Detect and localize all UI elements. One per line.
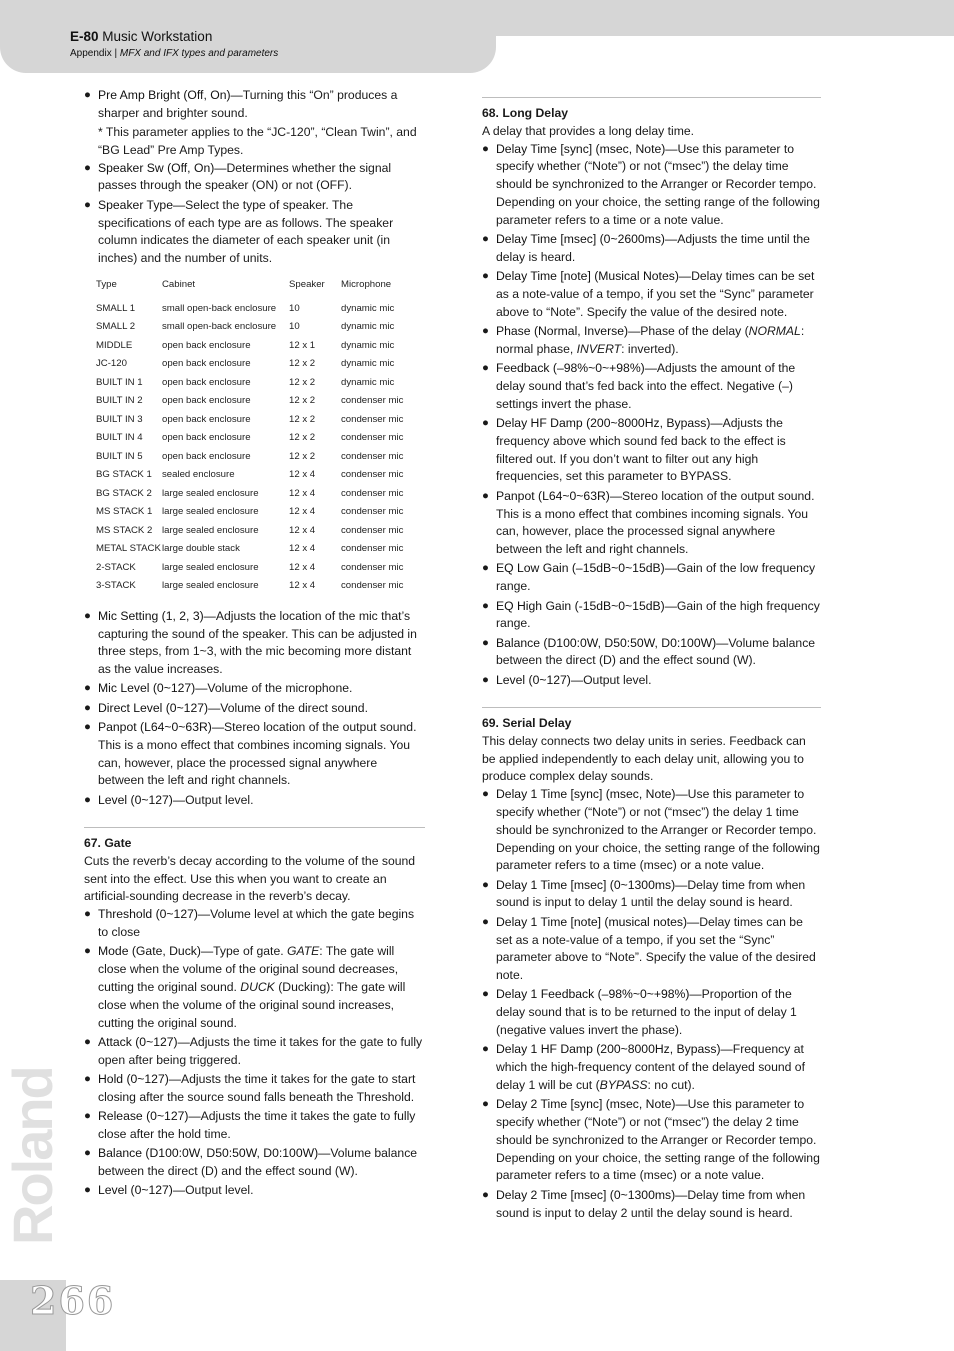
section-desc-long-delay: A delay that provides a long delay time. [482, 123, 695, 138]
section-name: Appendix [70, 48, 112, 59]
table-row [96, 448, 421, 467]
table-cell: SMALL 1 [96, 302, 136, 314]
table-cell: 12 x 2 [289, 432, 316, 444]
param-phase [482, 323, 820, 359]
param-note: * This parameter applies to the “JC-120”, “Clean Twin”, and “BG Lead” Pre Amp Types. [98, 125, 417, 157]
table-cell: JC-120 [96, 358, 127, 370]
table-cell: BG STACK 2 [96, 487, 152, 499]
param-speaker-type [84, 197, 424, 268]
table-row [96, 318, 421, 337]
param-name: Hold (0~127)— [98, 1071, 181, 1086]
param-desc: Delay times can be set as a note-value of a tempo, if you set the “Sync” parameter above to “Note”. Specify the value of the desired note. [496, 914, 816, 983]
table-cell: open back enclosure [162, 450, 251, 462]
section-divider [482, 707, 821, 708]
param-value: NORMAL [748, 324, 801, 339]
param-desc: Adjusts the amount of the delay sound that’s fed back into the effect. Negative (–) settings invert the phase. [496, 361, 796, 411]
table-cell: 12 x 4 [289, 487, 316, 499]
param-desc: Gain of the low frequency range. [496, 561, 816, 594]
param-name: Mic Setting (1, 2, 3)— [98, 608, 216, 623]
param-name: Balance (D100:0W, D50:50W, D0:100W)— [496, 635, 729, 650]
param-name: Level (0~127)— [98, 792, 186, 807]
table-cell: open back enclosure [162, 376, 251, 388]
param-desc: Use this parameter to specify whether (“Note”) or not (“msec”) the delay time should be synchronized to the Arranger or Recorder tempo. Depending on your choice, the setting range of the following parameter refers to a time or a note value. [496, 141, 820, 227]
param-name: Delay Time [sync] (msec, Note)— [496, 141, 678, 156]
table-cell: condenser mic [341, 580, 404, 592]
param-desc: Stereo location of the output sound. This is a mono effect that combines incoming signals. You can, however, place the processed signal anywhere between the left and right channels. [496, 488, 815, 557]
param-desc: : The gate will close when the volume of the original sound decreases, cutting the original sound. [98, 944, 399, 994]
table-row [96, 355, 421, 374]
table-cell: large sealed enclosure [162, 580, 259, 592]
section-title-serial-delay: 69. Serial Delay [482, 716, 572, 730]
param-name: Mic Level (0~127)— [98, 681, 208, 696]
param-name: Delay 1 Time [sync] (msec, Note)— [496, 787, 688, 802]
param-name: Attack (0~127)— [98, 1034, 190, 1049]
table-cell: BUILT IN 1 [96, 376, 143, 388]
param-name: Phase (Normal, Inverse)— [496, 324, 641, 339]
param-desc: Delay time from when sound is input to delay 1 until the delay sound is heard. [496, 877, 806, 910]
table-cell: 12 x 2 [289, 450, 316, 462]
param-level [482, 672, 820, 690]
param-panpot [84, 719, 424, 790]
table-cell: 10 [289, 302, 300, 314]
table-cell: 12 x 4 [289, 543, 316, 555]
table-row [96, 374, 421, 393]
table-row [96, 337, 421, 356]
table-cell: condenser mic [341, 450, 404, 462]
param-delay-time-sync [482, 141, 820, 230]
param-desc: Adjusts the time it takes the gate to fully close after the hold time. [98, 1108, 416, 1141]
table-cell: 10 [289, 321, 300, 333]
param-name: Delay HF Damp (200~8000Hz, Bypass)— [496, 416, 723, 431]
param-desc: Volume balance between the direct (D) and the effect sound (W). [496, 635, 816, 668]
table-row [96, 411, 421, 430]
table-cell: BUILT IN 3 [96, 413, 143, 425]
param-name: Feedback (–98%~0~+98%)— [496, 361, 657, 376]
param-delay-time-msec [482, 231, 820, 267]
param-delay1-hf-damp [482, 1041, 820, 1094]
roland-logo: Roland [1, 1067, 64, 1245]
table-cell: 12 x 4 [289, 524, 316, 536]
param-name: EQ High Gain (-15dB~0~15dB)— [496, 598, 677, 613]
param-name: Delay 2 Time [sync] (msec, Note)— [496, 1097, 688, 1112]
table-cell: large double stack [162, 543, 240, 555]
param-desc: Adjusts the time it takes for the gate to start closing after the source sound falls beneath the Threshold. [98, 1071, 416, 1104]
table-cell: 12 x 4 [289, 506, 316, 518]
param-name: Direct Level (0~127)— [98, 700, 221, 715]
table-cell: 12 x 4 [289, 580, 316, 592]
param-name: Release (0~127)— [98, 1108, 201, 1123]
param-desc: Adjusts the time until the delay is heard. [496, 232, 810, 264]
param-speaker-sw [84, 160, 424, 196]
param-level [84, 1182, 424, 1200]
param-desc: Select the type of speaker. The specifications of each type are as follows. The speaker column indicates the diameter of each speaker unit (in inches) and the number of units. [98, 197, 394, 266]
table-cell: small open-back enclosure [162, 321, 277, 333]
table-row [96, 300, 421, 319]
param-desc: (Ducking): The gate will close when the volume of the original sound increases, cutting the original sound. [98, 979, 406, 1030]
section-divider [84, 827, 425, 828]
table-cell: open back enclosure [162, 395, 251, 407]
param-desc: Use this parameter to specify whether (“Note”) or not (“msec”) the delay 1 time should be synchronized to the Arranger or Recorder tempo. Depending on your choice, the setting range of the following parameter refers to a time (msec) or a note value. [496, 787, 820, 873]
table-cell: dynamic mic [341, 376, 395, 388]
param-name: Delay Time [msec] (0~2600ms)— [496, 232, 678, 247]
table-cell: condenser mic [341, 561, 404, 573]
param-desc: Volume level at which the gate begins to close [98, 907, 415, 940]
param-desc: Type of gate. [213, 944, 287, 959]
param-desc: Adjusts the location of the mic that’s capturing the sound of the speaker. This can be adjusted in three steps, from 1~3, with the mic becoming more distant as the value increases. [98, 608, 417, 677]
right-column [482, 97, 820, 1224]
section-desc-serial-delay: This delay connects two delay units in series. Feedback can be applied independently to each delay unit, allowing you to produce complex delay sounds. [482, 733, 806, 784]
table-cell: 12 x 2 [289, 413, 316, 425]
table-cell: 3-STACK [96, 580, 136, 592]
param-name: Mode (Gate, Duck)— [98, 944, 214, 959]
param-hf-damp [482, 415, 820, 486]
param-name: Delay 1 Time [note] (musical notes)— [496, 914, 700, 929]
table-header: Cabinet [162, 278, 196, 290]
param-name: Level (0~127)— [98, 1183, 186, 1198]
section-divider [482, 97, 821, 98]
table-cell: BG STACK 1 [96, 469, 152, 481]
param-delay1-note [482, 914, 820, 985]
param-desc: Phase of the delay ( [640, 324, 749, 339]
param-name: Speaker Sw (Off, On)— [98, 160, 227, 175]
param-desc: Determines whether the signal passes through the speaker (ON) or not (OFF). [98, 160, 392, 193]
param-name: Level (0~127)— [496, 672, 584, 687]
param-name: Pre Amp Bright (Off, On)— [98, 88, 243, 102]
param-threshold [84, 906, 424, 942]
param-name: Delay 2 Time [msec] (0~1300ms)— [496, 1187, 688, 1202]
section-desc-gate: Cuts the reverb’s decay according to the volume of the sound sent into the effect. Use this when you want to create an artificial-sounding decrease in the reverb’s decay. [84, 853, 416, 904]
table-cell: SMALL 2 [96, 321, 136, 333]
table-header: Speaker [289, 278, 325, 290]
table-row [96, 485, 421, 504]
table-cell: open back enclosure [162, 432, 251, 444]
table-cell: condenser mic [341, 524, 404, 536]
table-cell: METAL STACK [96, 543, 161, 555]
table-cell: BUILT IN 4 [96, 432, 143, 444]
param-desc: Volume of the microphone. [207, 681, 353, 696]
header-title [70, 29, 212, 44]
table-row [96, 503, 421, 522]
param-value: BYPASS [599, 1077, 648, 1092]
section-title-long-delay: 68. Long Delay [482, 106, 569, 120]
left-column [84, 87, 424, 1201]
table-cell: open back enclosure [162, 358, 251, 370]
param-name: Threshold (0~127)— [98, 907, 211, 922]
table-cell: sealed enclosure [162, 469, 235, 481]
table-cell: condenser mic [341, 395, 404, 407]
param-balance [84, 1145, 424, 1181]
table-cell: BUILT IN 2 [96, 395, 143, 407]
param-direct-level [84, 700, 424, 718]
param-name: Balance (D100:0W, D50:50W, D0:100W)— [98, 1146, 331, 1161]
table-row [96, 392, 421, 411]
param-desc: Frequency at which the high-frequency content of the delayed sound of delay 1 will be cut ( [496, 1042, 805, 1092]
param-delay-time-note [482, 268, 820, 321]
table-cell: dynamic mic [341, 302, 395, 314]
param-desc: Adjusts the frequency above which sound fed back to the effect is filtered out. If you don’t want to filter out any high frequencies, set this parameter to BYPASS. [496, 416, 786, 484]
param-desc: Gain of the high frequency range. [496, 598, 820, 631]
table-row [96, 540, 421, 559]
param-panpot [482, 488, 820, 559]
param-value: INVERT [576, 341, 622, 356]
page-number: 266 [30, 1278, 116, 1323]
param-eq-low [482, 560, 820, 596]
speaker-table-body [96, 300, 421, 596]
param-value: GATE [287, 944, 320, 959]
param-name: Panpot (L64~0~63R)— [98, 720, 225, 735]
param-delay2-msec [482, 1187, 820, 1223]
table-cell: MIDDLE [96, 339, 133, 351]
param-name: Panpot (L64~0~63R)— [496, 488, 623, 503]
page-header [0, 0, 954, 74]
param-hold [84, 1071, 424, 1107]
param-delay1-sync [482, 786, 820, 875]
param-name: Delay Time [note] (Musical Notes)— [496, 269, 692, 284]
param-delay1-feedback [482, 986, 820, 1039]
table-row [96, 577, 421, 596]
param-desc: Output level. [583, 672, 652, 687]
param-release [84, 1108, 424, 1144]
table-cell: 2-STACK [96, 561, 136, 573]
table-header-row [96, 276, 421, 300]
table-cell: condenser mic [341, 543, 404, 555]
param-name: Delay 1 HF Damp (200~8000Hz, Bypass)— [496, 1042, 733, 1057]
table-cell: dynamic mic [341, 339, 395, 351]
table-row [96, 429, 421, 448]
subsection-name: MFX and IFX types and parameters [119, 48, 279, 59]
table-cell: large sealed enclosure [162, 506, 259, 518]
param-desc: : inverted). [621, 341, 679, 356]
header-breadcrumb: Appendix | MFX and IFX types and parameters [70, 48, 279, 59]
param-balance [482, 635, 820, 671]
table-header: Type [96, 278, 117, 290]
param-pre-amp-bright [84, 87, 424, 123]
param-attack [84, 1034, 424, 1070]
table-cell: open back enclosure [162, 413, 251, 425]
table-cell: condenser mic [341, 487, 404, 499]
param-desc: Output level. [185, 792, 254, 807]
title-suffix: Music Workstation [102, 29, 213, 44]
speaker-table [96, 276, 421, 596]
param-desc: Turning this “On” produces a sharper and brighter sound. [98, 88, 398, 120]
table-cell: large sealed enclosure [162, 561, 259, 573]
param-desc: : normal phase, [496, 324, 805, 356]
param-name: EQ Low Gain (–15dB~0~15dB)— [496, 561, 677, 576]
table-cell: MS STACK 2 [96, 524, 153, 536]
table-header: Microphone [341, 278, 392, 290]
table-cell: dynamic mic [341, 321, 395, 333]
param-desc: : no cut). [647, 1077, 695, 1092]
param-mic-setting [84, 608, 424, 679]
param-desc: Stereo location of the output sound. This is a mono effect that combines incoming signals. You can, however, place the processed signal anywhere between the left and right channels. [98, 720, 417, 788]
param-eq-high [482, 598, 820, 634]
param-desc: Volume balance between the direct (D) and the effect sound (W). [98, 1146, 418, 1178]
table-cell: 12 x 2 [289, 376, 316, 388]
table-cell: condenser mic [341, 413, 404, 425]
table-cell: MS STACK 1 [96, 506, 153, 518]
param-delay2-sync [482, 1096, 820, 1185]
param-level [84, 792, 424, 810]
table-cell: condenser mic [341, 469, 404, 481]
param-desc: Output level. [185, 1183, 254, 1198]
param-name: Delay 1 Feedback (–98%~0~+98%)— [496, 987, 702, 1002]
product-name: E-80 [70, 29, 99, 44]
param-delay1-msec [482, 877, 820, 913]
table-row [96, 466, 421, 485]
param-desc: Delay time from when sound is input to delay 2 until the delay sound is heard. [496, 1187, 806, 1220]
table-row [96, 522, 421, 541]
table-cell: 12 x 2 [289, 358, 316, 370]
param-mode [84, 943, 424, 1032]
table-cell: open back enclosure [162, 339, 251, 351]
table-cell: dynamic mic [341, 358, 395, 370]
table-cell: 12 x 4 [289, 561, 316, 573]
table-cell: condenser mic [341, 506, 404, 518]
param-name: Delay 1 Time [msec] (0~1300ms)— [496, 877, 688, 892]
table-cell: large sealed enclosure [162, 487, 259, 499]
table-row [96, 559, 421, 578]
param-desc: Proportion of the delay sound that is to be returned to the input of delay 1 (negative values invert the phase). [496, 987, 797, 1038]
section-title-gate: 67. Gate [84, 836, 132, 851]
param-mic-level [84, 680, 424, 698]
table-cell: BUILT IN 5 [96, 450, 143, 462]
param-value: DUCK [240, 979, 275, 994]
param-desc: Delay times can be set as a note-value of a tempo, if you set the “Sync” parameter above to “Note”. Specify the value of the desired note. [496, 269, 815, 319]
table-cell: small open-back enclosure [162, 302, 277, 314]
param-desc: Adjusts the time it takes for the gate to fully open after being triggered. [98, 1034, 423, 1067]
table-cell: 12 x 2 [289, 395, 316, 407]
table-cell: condenser mic [341, 432, 404, 444]
table-cell: large sealed enclosure [162, 524, 259, 536]
table-cell: 12 x 4 [289, 469, 316, 481]
table-cell: 12 x 1 [289, 339, 316, 351]
param-feedback [482, 360, 820, 413]
param-name: Speaker Type— [98, 197, 186, 212]
param-desc: Volume of the direct sound. [220, 700, 368, 715]
param-desc: Use this parameter to specify whether (“Note”) or not (“msec”) the delay 2 time should be synchronized to the Arranger or Recorder tempo. Depending on your choice, the setting range of the following parameter refers to a time (msec) or a note value. [496, 1097, 820, 1183]
